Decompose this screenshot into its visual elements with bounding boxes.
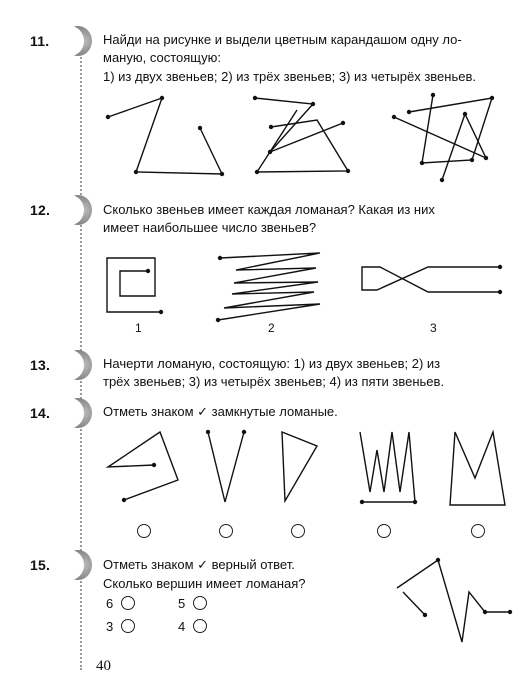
task-11-line-3: 1) из двух звеньев; 2) из трёх звеньев; 3) из четырёх звеньев.	[103, 69, 476, 84]
task-11-number: 11.	[30, 33, 50, 49]
option-circle-4[interactable]	[193, 619, 207, 633]
task-11-line-1: Найди на рисунке и выдели цветным карандашом одну ло-	[103, 32, 462, 47]
option-label-4: 4	[178, 619, 186, 634]
answer-circle-3[interactable]	[291, 524, 305, 538]
option-label-5: 5	[178, 596, 186, 611]
answer-circle-2[interactable]	[219, 524, 233, 538]
tab-decoration	[64, 195, 92, 225]
figure-label-1: 1	[135, 321, 142, 335]
figure-label-3: 3	[430, 321, 437, 335]
task-15-tab	[30, 552, 76, 578]
answer-circle-1[interactable]	[137, 524, 151, 538]
page-number: 40	[96, 658, 111, 674]
polyline-figure-2	[253, 96, 350, 174]
task-15-line-2: Сколько вершин имеет ломаная?	[103, 576, 306, 591]
spiral-figure	[107, 258, 163, 314]
option-label-6: 6	[106, 596, 114, 611]
option-label-3: 3	[106, 619, 114, 634]
task-14-text: Отметь знаком ✓ замкнутые ломаные.	[103, 404, 338, 419]
option-circle-6[interactable]	[121, 596, 135, 610]
task-15-number: 15.	[30, 557, 51, 573]
task-13-tab	[30, 352, 76, 378]
task-15-line-1: Отметь знаком ✓ верный ответ.	[103, 557, 295, 572]
task-13-line-1: Начерти ломаную, состоящую: 1) из двух звеньев; 2) из	[103, 356, 441, 371]
option-circle-5[interactable]	[193, 596, 207, 610]
task-12-line-2: имеет наибольшее число звеньев?	[103, 220, 317, 235]
closed-check-figure-5	[450, 432, 505, 505]
tab-decoration	[64, 350, 92, 380]
task-12-tab	[30, 197, 76, 223]
figure-label-2: 2	[268, 321, 275, 335]
task-14-number: 14.	[30, 405, 51, 421]
closed-check-figure-3	[282, 432, 317, 501]
closed-check-figure-2	[206, 430, 246, 502]
crossed-figure	[362, 265, 502, 294]
polyline-figure-3	[392, 93, 494, 182]
task-13-number: 13.	[30, 357, 51, 373]
tab-decoration	[64, 550, 92, 580]
tab-decoration	[64, 26, 92, 56]
closed-check-figure-1	[108, 432, 178, 502]
tab-decoration	[64, 398, 92, 428]
polyline-figure-1	[106, 96, 224, 176]
task-13-line-2: трёх звеньев; 3) из четырёх звеньев; 4) из пяти звеньев.	[103, 374, 445, 389]
task-12-line-1: Сколько звеньев имеет каждая ломаная? Какая из них	[103, 202, 435, 217]
task-12-number: 12.	[30, 202, 51, 218]
vertex-count-figure	[397, 558, 512, 642]
task-14-tab	[30, 400, 76, 426]
answer-circle-5[interactable]	[471, 524, 485, 538]
task-11-line-2: маную, состоящую:	[103, 50, 221, 65]
closed-check-figure-4	[360, 432, 417, 504]
answer-circle-4[interactable]	[377, 524, 391, 538]
option-circle-3[interactable]	[121, 619, 135, 633]
zigzag-figure	[216, 253, 320, 322]
